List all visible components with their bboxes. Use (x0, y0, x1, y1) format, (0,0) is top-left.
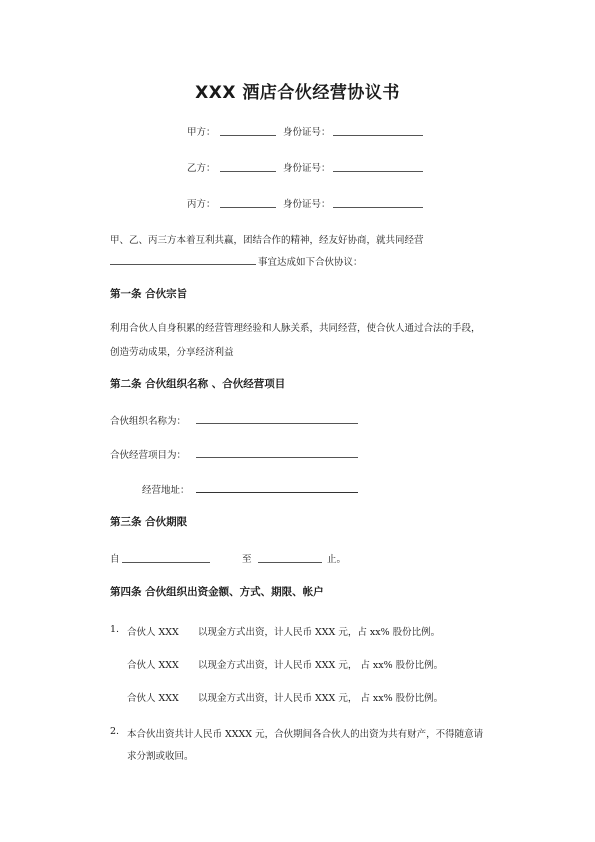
item-2-line-2: 求分割或收回。 (127, 751, 194, 762)
term-end-field[interactable] (258, 562, 322, 563)
article-4-heading: 第四条 合伙组织出资金额、方式、期限、帐户 (110, 586, 324, 598)
party-label: 甲方： (187, 127, 216, 138)
partner-contribution: 以现金方式出资，计人民币 XXX 元， 占 xx% 股份比例。 (198, 693, 444, 704)
address-field[interactable] (196, 492, 358, 493)
party-label: 丙方： (187, 199, 216, 210)
project-field[interactable] (196, 457, 358, 458)
item-number: 1. (110, 624, 120, 635)
term-end-label: 止。 (327, 554, 347, 565)
partner-name: 合伙人 XXX (127, 627, 179, 638)
id-label: 身份证号： (283, 163, 331, 174)
document-title: XXX 酒店合伙经营协议书 (195, 83, 400, 103)
article-1-line-2: 创造劳动成果，分享经济利益 (110, 347, 234, 358)
term-start-field[interactable] (122, 562, 210, 563)
project-label: 合伙经营项目为： (110, 450, 187, 461)
org-name-label: 合伙组织名称为： (110, 416, 187, 427)
article-2-heading: 第二条 合伙组织名称 、合伙经营项目 (110, 378, 286, 390)
article-1-line-1: 利用合伙人自身积累的经营管理经验和人脉关系，共同经营，使合伙人通过合法的手段， (110, 323, 481, 334)
id-label: 身份证号： (283, 127, 331, 138)
party-name-field[interactable] (220, 171, 276, 172)
id-number-field[interactable] (333, 207, 423, 208)
party-name-field[interactable] (220, 207, 276, 208)
address-label: 经营地址： (142, 485, 190, 496)
item-2-line-1: 本合伙出资共计人民币 XXXX 元，合伙期间各合伙人的出资为共有财产，不得随意请 (127, 729, 484, 740)
business-field[interactable] (110, 264, 256, 265)
partner-name: 合伙人 XXX (127, 693, 179, 704)
party-label: 乙方： (187, 163, 216, 174)
article-1-heading: 第一条 合伙宗旨 (110, 288, 188, 300)
party-name-field[interactable] (220, 135, 276, 136)
partner-contribution: 以现金方式出资，计人民币 XXX 元，占 xx% 股份比例。 (198, 627, 441, 638)
partner-name: 合伙人 XXX (127, 660, 179, 671)
id-number-field[interactable] (333, 135, 423, 136)
intro-line-1: 甲、乙、丙三方本着互利共赢，团结合作的精神，经友好协商，就共同经营 (110, 235, 424, 246)
term-to-label: 至 (242, 554, 252, 565)
org-name-field[interactable] (196, 423, 358, 424)
intro-line-2: 事宜达成如下合伙协议： (258, 257, 363, 268)
partner-contribution: 以现金方式出资，计人民币 XXX 元， 占 xx% 股份比例。 (198, 660, 444, 671)
id-label: 身份证号： (283, 199, 331, 210)
term-from-label: 自 (110, 554, 120, 565)
article-3-heading: 第三条 合伙期限 (110, 516, 188, 528)
id-number-field[interactable] (333, 171, 423, 172)
item-number: 2. (110, 726, 120, 737)
